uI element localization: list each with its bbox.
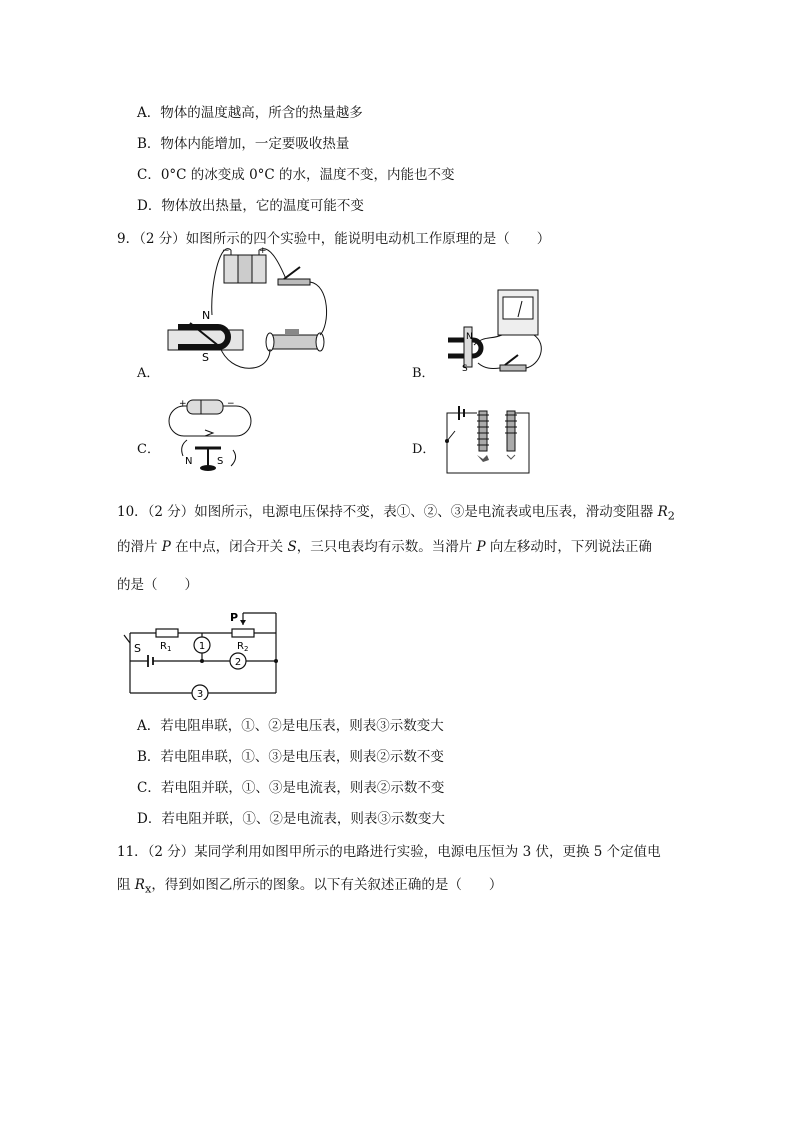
battery-minus-label: −	[222, 246, 230, 256]
rx-symbol: R	[134, 877, 145, 893]
q8-option-b: B．物体内能增加，一定要吸收热量	[137, 136, 350, 152]
battery-cell	[187, 400, 223, 414]
magnet-s-label: S	[462, 364, 468, 374]
r-subscript: 2	[667, 509, 675, 523]
switch-s-label: S	[134, 642, 141, 655]
q10-circuit-diagram	[118, 605, 283, 700]
q8-option-d: D．物体放出热量，它的温度可能不变	[137, 198, 364, 214]
p-symbol: P	[476, 539, 486, 555]
q10-option-d: D．若电阻并联，①、②是电流表，则表③示数变大	[137, 811, 445, 827]
magnet-n-label: N	[466, 332, 473, 342]
r2-resistor	[232, 629, 254, 637]
q10-option-c: C．若电阻并联，①、③是电流表，则表②示数不变	[137, 780, 445, 796]
q9-label-b: B．	[412, 366, 435, 381]
p-symbol: P	[161, 539, 171, 555]
needle-s-label: S	[217, 456, 224, 467]
battery-plus-label: +	[259, 246, 267, 256]
electromagnet-coil	[505, 411, 517, 451]
knife-switch	[500, 355, 526, 371]
slider-p-label: P	[230, 611, 239, 624]
q9-figure-d	[437, 403, 532, 478]
q9-figure-a	[160, 245, 335, 380]
slider-arrow	[240, 620, 246, 625]
rx-subscript: x	[144, 882, 152, 896]
s-symbol: S	[287, 539, 297, 555]
q10-stem-part: 向左移动时，下列说法正确	[485, 539, 652, 555]
magnet-s-label: S	[202, 351, 209, 364]
magnet-n-label: N	[202, 309, 211, 322]
r1-label: $R_1$	[160, 641, 172, 653]
q10-stem-part: ，三只电表均有示数。当滑片	[296, 539, 477, 555]
q10-stem-line-1	[117, 503, 675, 526]
knife-switch	[278, 267, 310, 285]
q9-label-d: D．	[412, 442, 436, 457]
rheostat	[266, 329, 324, 351]
meter-2-label: 2	[234, 657, 242, 668]
electromagnet-coil	[477, 411, 489, 451]
q11-stem-part: 阻	[117, 877, 135, 893]
meter-3-label: 3	[196, 689, 204, 700]
meter-1-label: 1	[198, 641, 206, 652]
q10-stem-text: 10．（2 分）如图所示，电源电压保持不变，表①、②、③是电流表或电压表，滑动变阻器	[117, 504, 658, 520]
q9-figure-c	[165, 392, 255, 472]
galvanometer	[498, 290, 538, 335]
horseshoe-magnet	[448, 327, 481, 367]
q11-stem-part: ，得到如图乙所示的图象。以下有关叙述正确的是（ ）	[151, 877, 503, 893]
q10-stem-part: 在中点，闭合开关	[170, 539, 288, 555]
q11-stem-line-2	[117, 876, 502, 899]
cell-plus-label: +	[179, 399, 187, 409]
q10-stem-line-2	[117, 538, 652, 556]
switch-blade	[124, 635, 130, 643]
q9-label-a: A．	[137, 366, 160, 381]
cell-minus-label: −	[227, 399, 235, 409]
q8-option-c: C．0°C 的冰变成 0°C 的水，温度不变，内能也不变	[137, 167, 455, 183]
horseshoe-magnet	[168, 323, 243, 350]
r2-label: $R_2$	[237, 641, 249, 653]
q9-stem: 9．（2 分）如图所示的四个实验中，能说明电动机工作原理的是（ ）	[117, 231, 551, 247]
q10-option-b: B．若电阻串联，①、③是电压表，则表②示数不变	[137, 749, 444, 765]
q8-option-a: A．物体的温度越高，所含的热量越多	[137, 105, 363, 121]
q10-stem-line-3: 的是（ ）	[117, 577, 198, 593]
q9-figure-b	[430, 285, 550, 380]
r1-resistor	[156, 629, 178, 637]
q10-stem-part: 的滑片	[117, 539, 162, 555]
r-symbol: R	[657, 504, 668, 520]
q9-label-c: C．	[137, 442, 160, 457]
needle-n-label: N	[185, 456, 193, 467]
q11-stem-line-1: 11．（2 分）某同学利用如图甲所示的电路进行实验，电源电压恒为 3 伏，更换 5 个定值电	[117, 844, 661, 860]
q10-option-a: A．若电阻串联，①、②是电压表，则表③示数变大	[137, 718, 444, 734]
